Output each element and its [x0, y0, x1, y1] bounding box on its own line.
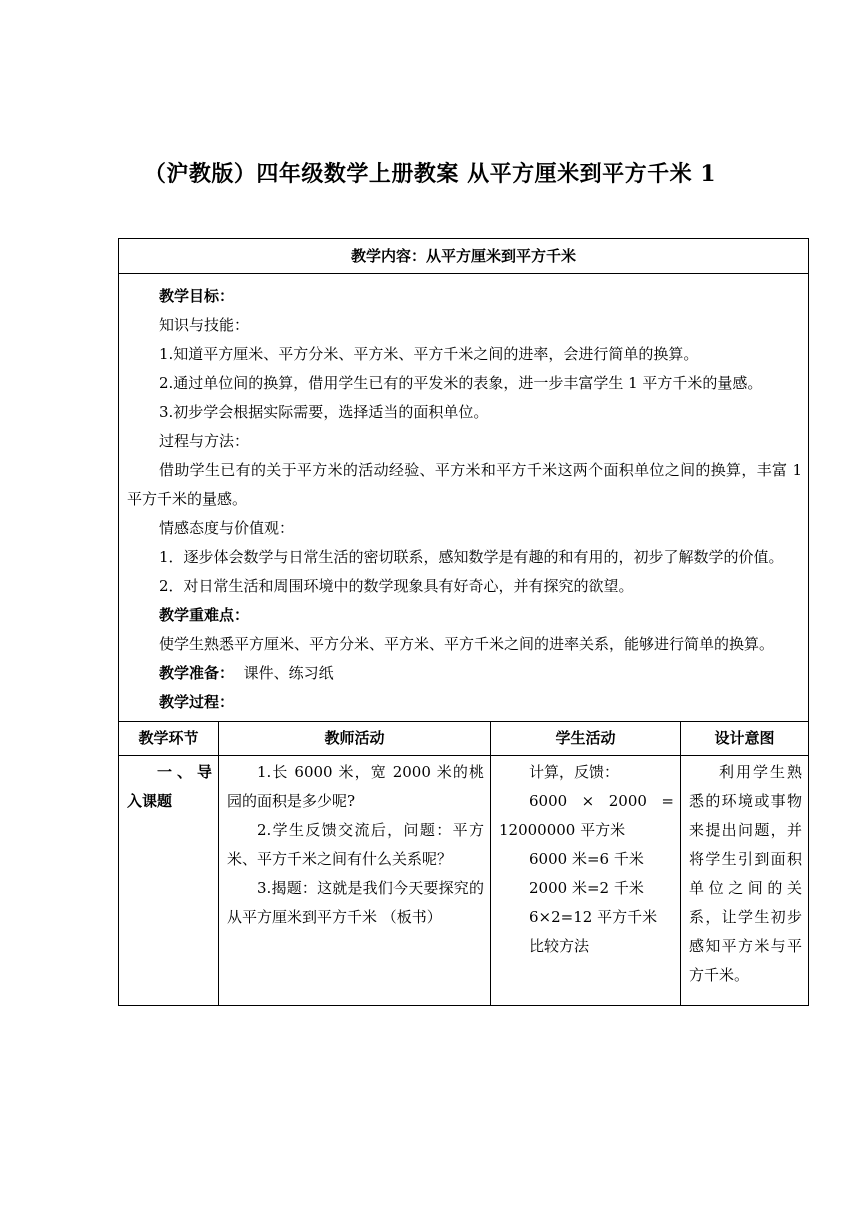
- prep-heading: 教学准备：: [159, 664, 235, 682]
- prep-line: [127, 659, 802, 688]
- knowledge-item: 2.通过单位间的换算，借用学生已有的平发米的表象，进一步丰富学生 1 平方千米的量感。: [159, 374, 763, 392]
- page-title: （沪教版）四年级数学上册教案 从平方厘米到平方千米 1: [143, 161, 717, 187]
- column-header: 学生活动: [491, 722, 681, 756]
- student-line: 6×2=12 平方千米: [529, 908, 658, 926]
- student-line: 2000 米=2 千米: [529, 879, 644, 897]
- lesson-overview: [119, 274, 809, 722]
- column-header: 设计意图: [681, 722, 809, 756]
- knowledge-heading: 知识与技能：: [159, 316, 250, 334]
- emotion-heading: 情感态度与价值观：: [159, 519, 295, 537]
- process-label: 教学过程：: [159, 693, 235, 711]
- student-line: 比较方法: [529, 937, 590, 955]
- emotion-item: 1．逐步体会数学与日常生活的密切联系，感知数学是有趣的和有用的，初步了解数学的价值。: [159, 548, 784, 566]
- student-calc: 6000 × 2000 =: [529, 792, 674, 810]
- stage-cell: [119, 756, 219, 1006]
- teacher-cell: [219, 756, 491, 1006]
- teacher-item: 2.学生反馈交流后，问题：平方米、平方千米之间有什么关系呢？: [227, 821, 484, 868]
- goals-heading: 教学目标：: [159, 287, 235, 305]
- column-header: 教师活动: [219, 722, 491, 756]
- key-heading: 教学重难点：: [159, 606, 250, 624]
- column-header: 教学环节: [119, 722, 219, 756]
- key-text: 使学生熟悉平方厘米、平方分米、平方米、平方千米之间的进率关系，能够进行简单的换算。: [159, 635, 775, 653]
- stage-text: 一、导入课题: [127, 763, 212, 810]
- content-header: 教学内容：从平方厘米到平方千米: [119, 239, 809, 274]
- emotion-item: 2．对日常生活和周围环境中的数学现象具有好奇心，并有探究的欲望。: [159, 577, 634, 595]
- design-text: 利用学生熟悉的环境或事物来提出问题，并将学生引到面积单位之间的关系，让学生初步感知平方米与平方千米。: [689, 763, 803, 984]
- student-cell: [491, 756, 681, 1006]
- teacher-item: 1.长 6000 米，宽 2000 米的桃园的面积是多少呢?: [227, 763, 484, 810]
- lesson-plan-table: [118, 238, 808, 1006]
- teacher-item: 3.揭题：这就是我们今天要探究的从平方厘米到平方千米 （板书）: [227, 879, 484, 926]
- prep-text: 课件、练习纸: [243, 664, 334, 682]
- table-row: [119, 756, 809, 1006]
- design-cell: [681, 756, 809, 1006]
- knowledge-item: 1.知道平方厘米、平方分米、平方米、平方千米之间的进率，会进行简单的换算。: [159, 345, 699, 363]
- student-calc-result: 12000000 平方米: [499, 821, 626, 839]
- knowledge-item: 3.初步学会根据实际需要，选择适当的面积单位。: [159, 403, 489, 421]
- process-heading: 过程与方法：: [159, 432, 250, 450]
- student-line: 6000 米=6 千米: [529, 850, 644, 868]
- student-intro: 计算，反馈：: [529, 763, 620, 781]
- process-text: 借助学生已有的关于平方米的活动经验、平方米和平方千米这两个面积单位之间的换算，丰富 1 平方千米的量感。: [127, 461, 803, 508]
